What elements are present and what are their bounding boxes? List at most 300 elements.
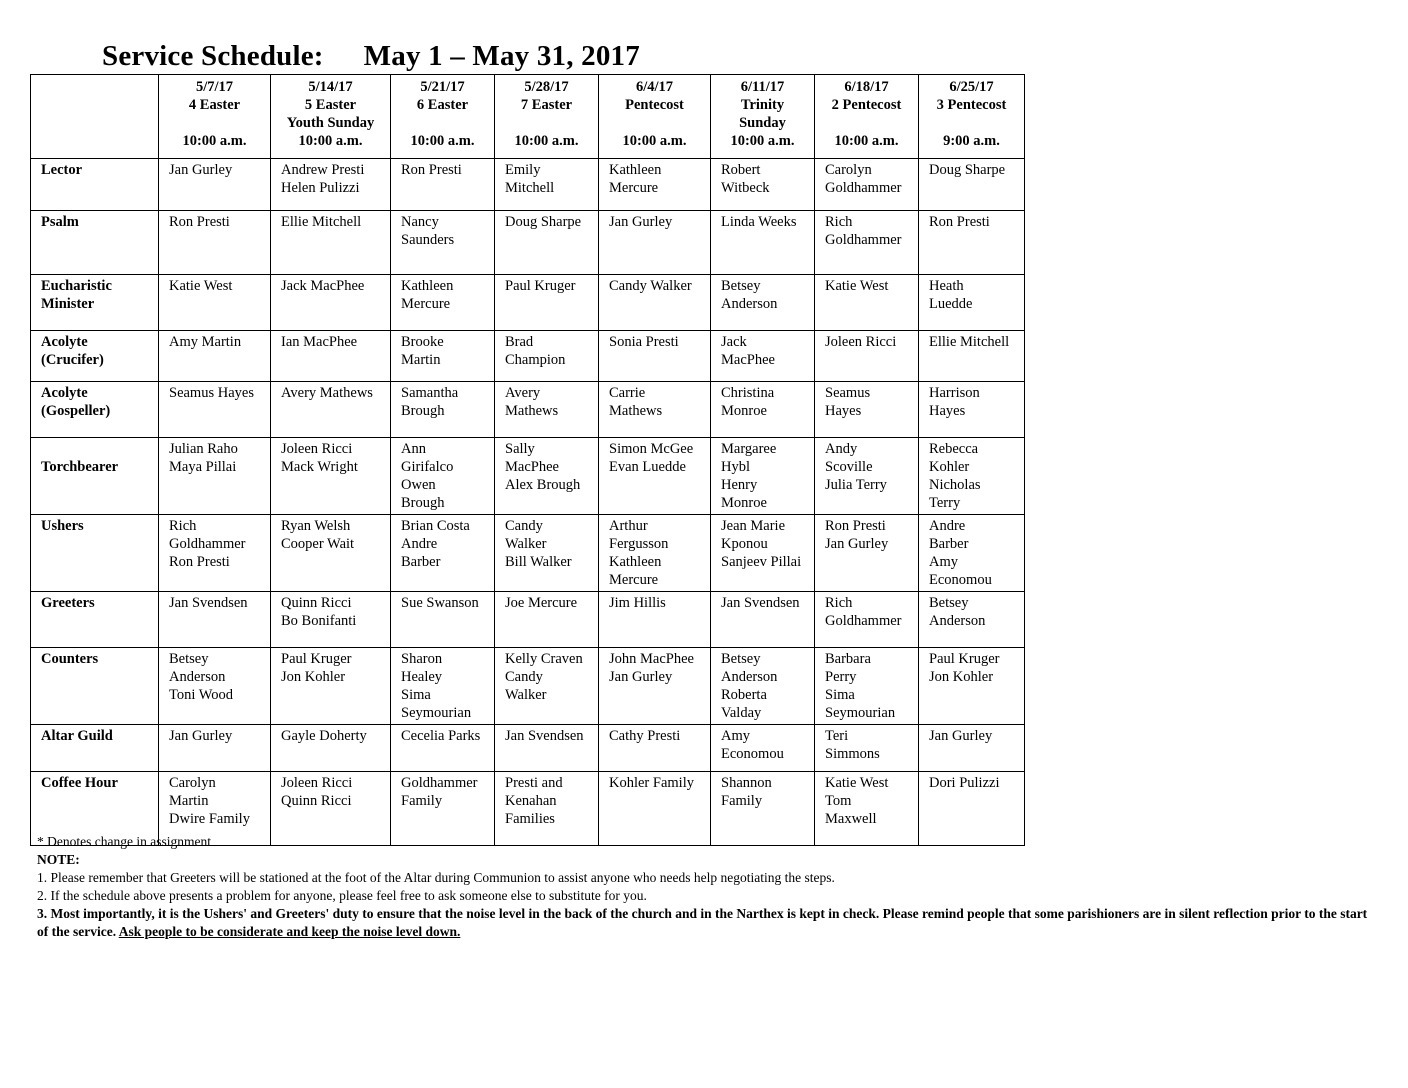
assignee-name: Fergusson (609, 536, 669, 552)
service-name: 4 Easter (188, 97, 241, 113)
role-cell (31, 159, 159, 211)
service-name: Sunday (739, 115, 786, 131)
assignee-name: Andy (825, 441, 858, 457)
service-time: 10:00 a.m. (834, 133, 899, 149)
assignee-name: Maya Pillai (169, 459, 237, 475)
assignment-cell (159, 648, 271, 725)
assignment-cell (271, 159, 391, 211)
assignee-name: Jon Kohler (281, 669, 346, 685)
table-row (31, 592, 1025, 648)
assignee-name: Monroe (721, 403, 767, 419)
assignment-cell (815, 648, 919, 725)
role-cell (31, 515, 159, 592)
assignee-name: Barber (929, 536, 969, 552)
assignee-name: Ann (401, 441, 426, 457)
assignment-cell (271, 725, 391, 772)
assignment-cell (495, 211, 599, 275)
assignment-cell (159, 275, 271, 331)
assignment-cell (711, 331, 815, 382)
assignee-name: Economou (929, 572, 992, 588)
assignee-name: MacPhee (505, 459, 559, 475)
assignment-cell (815, 592, 919, 648)
assignment-cell (711, 725, 815, 772)
assignment-cell (919, 275, 1025, 331)
assignee-name: Ron Presti (169, 554, 230, 570)
assignment-cell (919, 382, 1025, 438)
role-cell (31, 438, 159, 515)
assignee-name: Amy (929, 554, 958, 570)
assignee-name: Candy Walker (609, 278, 692, 294)
role-label: (Gospeller) (41, 403, 111, 419)
role-label: Acolyte (41, 385, 88, 401)
assignment-cell (815, 382, 919, 438)
assignee-name: Kohler (929, 459, 970, 475)
assignee-name: Sima (825, 687, 855, 703)
service-header-5 (711, 75, 815, 159)
role-label: Ushers (41, 518, 84, 534)
table-row (31, 275, 1025, 331)
role-cell (31, 331, 159, 382)
assignment-cell (815, 331, 919, 382)
assignment-cell (815, 159, 919, 211)
role-label: Coffee Hour (41, 775, 118, 791)
assignee-name: Rich (169, 518, 197, 534)
assignment-cell (159, 592, 271, 648)
service-date: 6/11/17 (740, 79, 785, 95)
assignee-name: Andre (929, 518, 966, 534)
assignment-cell (159, 725, 271, 772)
spacer (395, 114, 490, 132)
assignee-name: Hybl (721, 459, 750, 475)
role-label: Eucharistic (41, 278, 112, 294)
service-date: 6/25/17 (949, 79, 994, 95)
assignment-cell (919, 725, 1025, 772)
assignee-name: Cecelia Parks (401, 728, 481, 744)
assignee-name: Families (505, 811, 555, 827)
assignee-name: Scoville (825, 459, 873, 475)
assignee-name: Jan Gurley (609, 214, 673, 230)
assignee-name: Seymourian (401, 705, 472, 721)
assignee-name: Ron Presti (169, 214, 230, 230)
table-row (31, 331, 1025, 382)
assignee-name: Jan Svendsen (721, 595, 800, 611)
service-time: 10:00 a.m. (514, 133, 579, 149)
assignment-cell (495, 382, 599, 438)
service-time: 10:00 a.m. (622, 133, 687, 149)
assignee-name: Economou (721, 746, 784, 762)
table-row (31, 382, 1025, 438)
assignment-cell (159, 331, 271, 382)
assignee-name: Brough (401, 403, 445, 419)
role-label: (Crucifer) (41, 352, 104, 368)
role-label: Acolyte (41, 334, 88, 350)
service-header-1 (271, 75, 391, 159)
table-row (31, 515, 1025, 592)
note-2: 2. If the schedule above presents a problem for anyone, please feel free to ask someone else to substitute for you. (37, 888, 647, 903)
assignee-name: Healey (401, 669, 443, 685)
assignee-name: Katie West (825, 278, 889, 294)
assignee-name: Mercure (609, 572, 659, 588)
assignee-name: Evan Luedde (609, 459, 686, 475)
service-name: 2 Pentecost (831, 97, 902, 113)
table-row (31, 725, 1025, 772)
assignee-name: Sharon (401, 651, 443, 667)
assignee-name: Ellie Mitchell (281, 214, 362, 230)
assignee-name: Andre (401, 536, 438, 552)
role-label: Psalm (41, 214, 79, 230)
assignee-name: Jan Svendsen (169, 595, 248, 611)
service-name: 5 Easter (304, 97, 357, 113)
assignment-cell (815, 438, 919, 515)
assignee-name: Goldhammer (825, 180, 902, 196)
assignment-cell (159, 159, 271, 211)
assignment-cell (495, 515, 599, 592)
assignment-cell (919, 211, 1025, 275)
assignment-cell (495, 159, 599, 211)
assignee-name: Mercure (401, 296, 451, 312)
assignee-name: Christina (721, 385, 775, 401)
assignee-name: Alex Brough (505, 477, 581, 493)
assignee-name: Champion (505, 352, 566, 368)
assignee-name: Goldhammer (825, 232, 902, 248)
spacer (499, 114, 594, 132)
title-date-range: May 1 – May 31, 2017 (363, 40, 640, 72)
assignment-cell (711, 515, 815, 592)
assignee-name: Mercure (609, 180, 659, 196)
assignee-name: Sima (401, 687, 431, 703)
assignee-name: Shannon (721, 775, 772, 791)
assignee-name: Sally (505, 441, 535, 457)
assignment-cell (159, 438, 271, 515)
assignment-cell (711, 438, 815, 515)
assignee-name: Seymourian (825, 705, 896, 721)
assignment-cell (815, 275, 919, 331)
assignment-cell (919, 592, 1025, 648)
role-label: Torchbearer (41, 459, 119, 475)
assignment-cell (711, 211, 815, 275)
assignment-cell (391, 592, 495, 648)
assignment-cell (919, 438, 1025, 515)
assignee-name: Goldhammer (401, 775, 478, 791)
assignment-cell (391, 275, 495, 331)
assignee-name: Doug Sharpe (929, 162, 1006, 178)
assignee-name: Ron Presti (929, 214, 990, 230)
service-name: Youth Sunday (286, 115, 375, 131)
assignee-name: Candy (505, 669, 543, 685)
assignee-name: Jan Gurley (169, 162, 233, 178)
service-date: 5/21/17 (420, 79, 465, 95)
assignee-name: Teri (825, 728, 849, 744)
assignee-name: Goldhammer (825, 613, 902, 629)
role-label: Altar Guild (41, 728, 113, 744)
assignment-cell (919, 331, 1025, 382)
assignee-name: Barbara (825, 651, 871, 667)
assignee-name: Brad (505, 334, 534, 350)
role-cell (31, 275, 159, 331)
role-cell (31, 648, 159, 725)
assignment-cell (271, 382, 391, 438)
table-row (31, 438, 1025, 515)
assignee-name: Betsey (721, 278, 761, 294)
assignee-name: Goldhammer (169, 536, 246, 552)
role-label: Lector (41, 162, 83, 178)
service-header-0 (159, 75, 271, 159)
assignee-name: Jack MacPhee (281, 278, 365, 294)
assignee-name: Mathews (505, 403, 559, 419)
assignment-cell (599, 725, 711, 772)
assignee-name: Heath (929, 278, 964, 294)
assignment-cell (599, 211, 711, 275)
assignee-name: Ron Presti (401, 162, 462, 178)
assignee-name: Seamus Hayes (169, 385, 254, 401)
service-time: 10:00 a.m. (182, 133, 247, 149)
assignee-name: Dwire Family (169, 811, 250, 827)
assignee-name: Anderson (721, 296, 778, 312)
assignee-name: Carrie (609, 385, 646, 401)
assignment-cell (271, 515, 391, 592)
assignee-name: Linda Weeks (721, 214, 797, 230)
assignee-name: Paul Kruger (505, 278, 576, 294)
assignee-name: Samantha (401, 385, 459, 401)
assignee-name: Joleen Ricci (825, 334, 897, 350)
assignee-name: Perry (825, 669, 857, 685)
assignee-name: Anderson (929, 613, 986, 629)
service-header-3 (495, 75, 599, 159)
assignee-name: Ron Presti (825, 518, 886, 534)
assignment-cell (271, 275, 391, 331)
assignment-cell (271, 211, 391, 275)
assignment-cell (919, 159, 1025, 211)
assignee-name: Kelly Craven (505, 651, 583, 667)
assignee-name: Rich (825, 214, 853, 230)
assignee-name: Arthur (609, 518, 648, 534)
assignee-name: Brian Costa (401, 518, 470, 534)
assignee-name: Martin (169, 793, 209, 809)
assignee-name: Ryan Welsh (281, 518, 351, 534)
assignee-name: Witbeck (721, 180, 770, 196)
assignee-name: Jan Svendsen (505, 728, 584, 744)
assignment-cell (599, 515, 711, 592)
assignee-name: Valday (721, 705, 762, 721)
assignee-name: Owen (401, 477, 436, 493)
assignee-name: Family (401, 793, 443, 809)
assignment-cell (159, 211, 271, 275)
assignee-name: Tom (825, 793, 852, 809)
assignment-cell (495, 438, 599, 515)
assignee-name: Doug Sharpe (505, 214, 582, 230)
spacer (923, 114, 1020, 132)
assignment-cell (711, 275, 815, 331)
assignee-name: Katie West (825, 775, 889, 791)
assignee-name: Emily (505, 162, 541, 178)
spacer (819, 114, 914, 132)
assignee-name: Katie West (169, 278, 233, 294)
assignment-cell (391, 438, 495, 515)
assignment-cell (391, 515, 495, 592)
assignee-name: Rich (825, 595, 853, 611)
assignee-name: Sonia Presti (609, 334, 679, 350)
assignee-name: Ian MacPhee (281, 334, 358, 350)
assignee-name: Joleen Ricci (281, 441, 353, 457)
service-name: 7 Easter (520, 97, 573, 113)
assignment-cell (271, 438, 391, 515)
assignment-cell (391, 725, 495, 772)
assignee-name: Maxwell (825, 811, 877, 827)
assignee-name: Betsey (169, 651, 209, 667)
assignee-name: Jon Kohler (929, 669, 994, 685)
assignment-cell (391, 159, 495, 211)
assignment-cell (599, 438, 711, 515)
assignee-name: Quinn Ricci (281, 793, 352, 809)
assignee-name: Paul Kruger (281, 651, 352, 667)
assignee-name: Jim Hillis (609, 595, 666, 611)
role-cell (31, 592, 159, 648)
service-time: 9:00 a.m. (943, 133, 1000, 149)
assignee-name: Kathleen (609, 162, 662, 178)
assignee-name: Terry (929, 495, 961, 511)
role-label: Minister (41, 296, 95, 312)
service-name: Trinity (740, 97, 785, 113)
assignee-name: Brooke (401, 334, 444, 350)
assignment-cell (599, 648, 711, 725)
role-label: Counters (41, 651, 99, 667)
assignee-name: Presti and (505, 775, 563, 791)
assignee-name: Andrew Presti (281, 162, 365, 178)
assignee-name: Martin (401, 352, 441, 368)
assignee-name: Sue Swanson (401, 595, 479, 611)
service-header-6 (815, 75, 919, 159)
assignee-name: Luedde (929, 296, 973, 312)
assignee-name: Betsey (721, 651, 761, 667)
schedule-header-row (31, 75, 1025, 159)
spacer (163, 114, 266, 132)
service-date: 5/7/17 (195, 79, 234, 95)
service-name: 3 Pentecost (936, 97, 1007, 113)
spacer (603, 114, 706, 132)
assignment-cell (391, 211, 495, 275)
assignment-cell (919, 648, 1025, 725)
service-time: 10:00 a.m. (730, 133, 795, 149)
assignee-name: Brough (401, 495, 445, 511)
assignee-name: Margaree (721, 441, 777, 457)
table-row (31, 159, 1025, 211)
assignee-name: Avery Mathews (281, 385, 373, 401)
assignment-cell (391, 648, 495, 725)
assignee-name: Walker (505, 536, 547, 552)
service-schedule-table (30, 74, 1025, 846)
assignee-name: Julian Raho (169, 441, 238, 457)
assignment-cell (599, 159, 711, 211)
assignment-cell (711, 592, 815, 648)
assignee-name: Hayes (929, 403, 966, 419)
assignee-name: Saunders (401, 232, 455, 248)
table-row (31, 648, 1025, 725)
assignment-cell (159, 515, 271, 592)
assignee-name: Carolyn (169, 775, 216, 791)
role-cell (31, 211, 159, 275)
assignee-name: Family (721, 793, 763, 809)
change-note: * Denotes change in assignment (37, 834, 211, 849)
assignee-name: Barber (401, 554, 441, 570)
service-date: 6/18/17 (844, 79, 889, 95)
assignment-cell (711, 648, 815, 725)
assignee-name: Cathy Presti (609, 728, 681, 744)
assignee-name: Candy (505, 518, 543, 534)
note-label: NOTE: (37, 852, 80, 867)
assignment-cell (599, 275, 711, 331)
assignee-name: Kathleen (401, 278, 454, 294)
assignee-name: Mitchell (505, 180, 555, 196)
assignment-cell (815, 725, 919, 772)
note-3 (37, 905, 1377, 941)
role-label (41, 440, 148, 458)
assignee-name: Walker (505, 687, 547, 703)
assignee-name: Mathews (609, 403, 663, 419)
assignee-name: Ellie Mitchell (929, 334, 1010, 350)
assignee-name: John MacPhee (609, 651, 694, 667)
assignee-name: Harrison (929, 385, 980, 401)
assignee-name: Kponou (721, 536, 768, 552)
assignment-cell (711, 159, 815, 211)
assignee-name: Hayes (825, 403, 862, 419)
assignee-name: Kenahan (505, 793, 557, 809)
assignee-name: Nicholas (929, 477, 981, 493)
title-label: Service Schedule: (102, 40, 324, 72)
page-title (102, 40, 640, 73)
note-1: 1. Please remember that Greeters will be stationed at the foot of the Altar during Communion to assist anyone who needs help negotiating the steps. (37, 870, 835, 885)
assignee-name: Joe Mercure (505, 595, 578, 611)
assignee-name: Quinn Ricci (281, 595, 352, 611)
assignment-cell (599, 331, 711, 382)
role-cell (31, 725, 159, 772)
service-date: 5/14/17 (308, 79, 353, 95)
service-date: 5/28/17 (524, 79, 569, 95)
assignment-cell (391, 331, 495, 382)
assignee-name: Simon McGee (609, 441, 694, 457)
note-3-text: 3. Most importantly, it is the Ushers' and Greeters' duty to ensure that the noise level in the back of the church and in the Narthex is kept in check. Please remind people that some parishioners are in silent reflection prior to the start of the service. (37, 906, 1368, 939)
assignment-cell (159, 382, 271, 438)
assignment-cell (599, 592, 711, 648)
assignee-name: Jan Gurley (169, 728, 233, 744)
assignment-cell (495, 592, 599, 648)
assignee-name: Julia Terry (825, 477, 887, 493)
assignee-name: Roberta (721, 687, 767, 703)
assignee-name: Anderson (169, 669, 226, 685)
assignee-name: Toni Wood (169, 687, 234, 703)
assignee-name: Monroe (721, 495, 767, 511)
service-time: 10:00 a.m. (298, 133, 363, 149)
service-date: 6/4/17 (635, 79, 674, 95)
assignee-name: Jean Marie (721, 518, 786, 534)
assignee-name: Gayle Doherty (281, 728, 367, 744)
role-cell (31, 382, 159, 438)
assignee-name: Kohler Family (609, 775, 694, 791)
assignment-cell (271, 648, 391, 725)
assignee-name: Nancy (401, 214, 439, 230)
assignee-name: Jan Gurley (825, 536, 889, 552)
assignee-name: Kathleen (609, 554, 662, 570)
service-header-7 (919, 75, 1025, 159)
assignee-name: Bo Bonifanti (281, 613, 357, 629)
service-time: 10:00 a.m. (410, 133, 475, 149)
assignee-name: Sanjeev Pillai (721, 554, 802, 570)
note-3-underlined: Ask people to be considerate and keep the noise level down. (118, 924, 461, 939)
service-header-2 (391, 75, 495, 159)
assignee-name: Bill Walker (505, 554, 572, 570)
assignee-name: Jack (721, 334, 747, 350)
assignee-name: Helen Pulizzi (281, 180, 360, 196)
assignment-cell (391, 382, 495, 438)
